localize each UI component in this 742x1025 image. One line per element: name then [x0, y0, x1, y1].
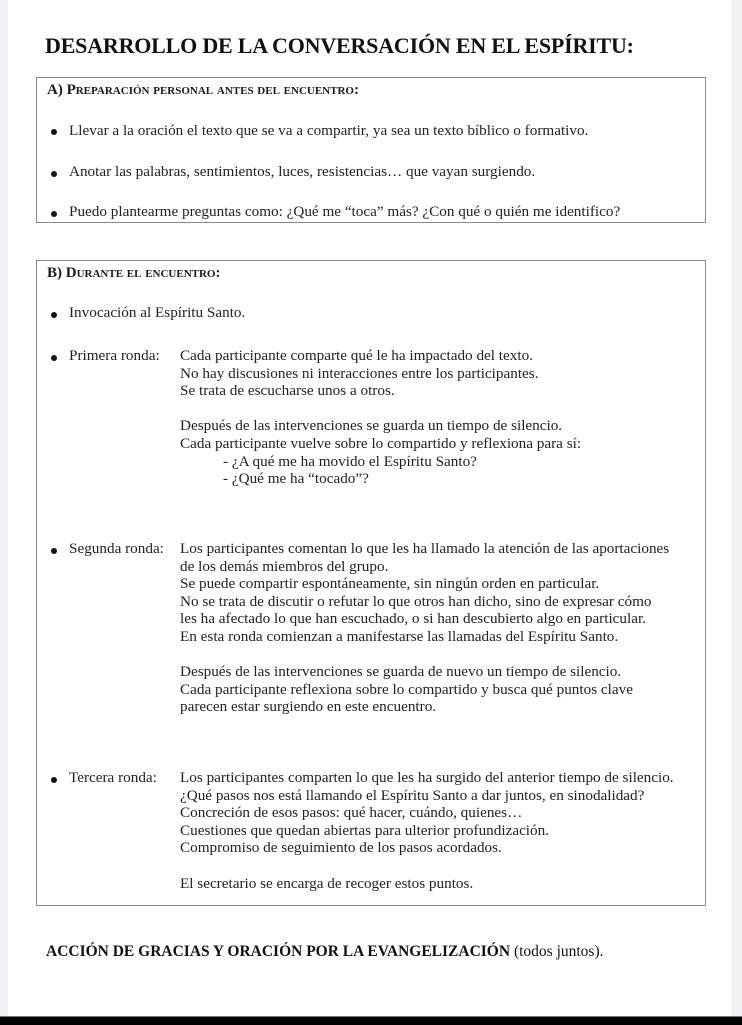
bullet-icon: [51, 312, 57, 318]
round-line: El secretario se encarga de recoger estos puntos.: [180, 874, 474, 892]
sub-question: - ¿Qué me ha “tocado”?: [223, 470, 369, 488]
round-line: Concreción de esos pasos: qué hacer, cuándo, quienes…: [180, 804, 523, 822]
round-text-primera: [180, 347, 581, 488]
round-line: [180, 857, 674, 875]
round-line: de los demás miembros del grupo.: [180, 557, 389, 575]
bullet-icon: [51, 171, 57, 177]
round-line: Después de las intervenciones se guarda un tiempo de silencio.: [180, 417, 563, 435]
round-line: Compromiso de seguimiento de los pasos acordados.: [180, 839, 502, 857]
round-label-segunda: Segunda ronda:: [69, 540, 164, 557]
section-a-heading: A) Preparación personal antes del encuentro:: [47, 82, 359, 98]
round-label-tercera: Tercera ronda:: [69, 769, 157, 786]
round-line: [180, 400, 581, 418]
section-a-bullet: Anotar las palabras, sentimientos, luces, resistencias… que vayan surgiendo.: [69, 163, 536, 180]
round-line: Los participantes comentan lo que les ha llamado la atención de las aportaciones: [180, 540, 670, 557]
section-a-bullet: Puedo plantearme preguntas como: ¿Qué me “toca” más? ¿Con qué o quién me identifico?: [69, 203, 621, 220]
round-text-segunda: [180, 540, 669, 716]
bullet-icon: [51, 777, 57, 783]
round-line: Cada participante vuelve sobre lo compartido y reflexiona para sí:: [180, 434, 582, 452]
bullet-icon: [51, 211, 57, 217]
round-line: Cada participante comparte qué le ha impactado del texto.: [180, 347, 533, 364]
document-page: [8, 0, 731, 1016]
round-line: [180, 646, 669, 664]
invocation-item: Invocación al Espíritu Santo.: [69, 304, 246, 321]
round-line: Los participantes comparten lo que les ha surgido del anterior tiempo de silencio.: [180, 769, 674, 786]
round-line: Después de las intervenciones se guarda de nuevo un tiempo de silencio.: [180, 663, 622, 681]
round-line: parecen estar surgiendo en este encuentro.: [180, 698, 437, 716]
bullet-icon: [51, 129, 57, 135]
section-a-box: [36, 77, 706, 223]
round-line: ¿Qué pasos nos está llamando el Espíritu Santo a dar juntos, en sinodalidad?: [180, 786, 645, 804]
section-b-box: [36, 260, 706, 906]
round-line: No hay discusiones ni interacciones entre los participantes.: [180, 364, 539, 382]
section-b-heading: B) Durante el encuentro:: [47, 265, 221, 281]
closing-bold: ACCIÓN DE GRACIAS Y ORACIÓN POR LA EVANGELIZACIÓN: [46, 943, 511, 960]
sub-question: - ¿A qué me ha movido el Espíritu Santo?: [223, 452, 477, 470]
closing-line: [46, 943, 604, 961]
section-a-bullet: Llevar a la oración el texto que se va a compartir, ya sea un texto bíblico o formativo.: [69, 122, 589, 139]
bullet-icon: [51, 548, 57, 554]
round-line: No se trata de discutir o refutar lo que otros han dicho, sino de expresar cómo: [180, 592, 652, 610]
round-line: Cada participante reflexiona sobre lo compartido y busca qué puntos clave: [180, 680, 633, 698]
round-line: les ha afectado lo que han escuchado, o si han descubierto algo en particular.: [180, 610, 646, 628]
closing-normal: (todos juntos).: [510, 943, 604, 960]
round-line: Se trata de escucharse unos a otros.: [180, 382, 395, 400]
round-line: Se puede compartir espontáneamente, sin ningún orden en particular.: [180, 575, 600, 593]
bullet-icon: [51, 355, 57, 361]
round-line: Cuestiones que quedan abiertas para ulterior profundización.: [180, 821, 550, 839]
round-label-primera: Primera ronda:: [69, 347, 160, 364]
document-title: DESARROLLO DE LA CONVERSACIÓN EN EL ESPÍRITU:: [45, 33, 634, 58]
round-line: En esta ronda comienzan a manifestarse las llamadas del Espíritu Santo.: [180, 627, 619, 645]
round-text-tercera: [180, 769, 674, 892]
